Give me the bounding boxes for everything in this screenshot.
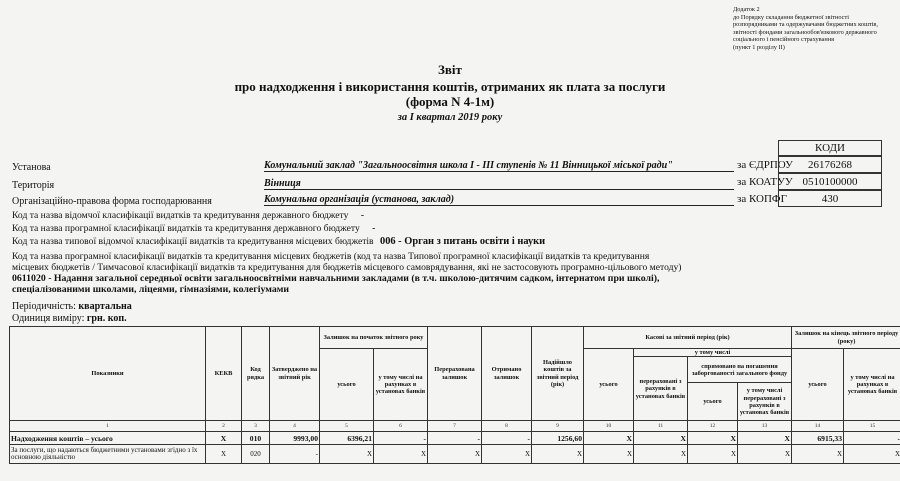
header-row-code: Код рядка [242, 327, 270, 421]
local-program-value-1: 0611020 - Надання загальної середньої освіти загальноосвітніми навчальними закладами (в т.ч. школою-дитячим садком, інтернатом при школі), [12, 273, 660, 284]
header-indicators: Показники [10, 327, 206, 421]
header-start-incl-accounts: у тому числі на рахунках в установах банків [374, 349, 428, 421]
row-cash-accounts: X [634, 445, 688, 464]
col-num: 8 [482, 421, 532, 432]
institution-label: Установа [12, 162, 51, 173]
row-start-total: X [320, 445, 374, 464]
col-num: 10 [584, 421, 634, 432]
dept-class-label: Код та назва відомчої класифікації видатків та кредитування державного бюджету [12, 210, 349, 221]
header-kekv: КЕКВ [206, 327, 242, 421]
unit-label: Одиниця виміру: [12, 313, 85, 324]
col-num: 7 [428, 421, 482, 432]
row-start-accounts: X [374, 445, 428, 464]
form-number: (форма N 4-1м) [405, 94, 495, 109]
row-indicator: За послуги, що надаються бюджетними установами згідно з їх основною діяльністю [10, 445, 206, 464]
col-num: 3 [242, 421, 270, 432]
typical-class-label: Код та назва типової відомчої класифікації видатків та кредитування місцевих бюджетів [12, 236, 374, 247]
row-directed-total: X [688, 445, 738, 464]
table-row [10, 445, 900, 464]
report-subtitle: про надходження і використання коштів, отриманих як плата за послуги [234, 79, 666, 94]
col-num: 9 [532, 421, 584, 432]
row-end-total: 6915,33 [792, 432, 844, 445]
row-directed-accounts: X [738, 432, 792, 445]
row-end-total: X [792, 445, 844, 464]
territory-value: Вінниця [264, 178, 734, 190]
unit-line [12, 313, 127, 324]
org-form-value: Комунальна організація (установа, заклад) [264, 194, 734, 206]
row-approved: 9993,00 [270, 432, 320, 445]
header-cash-directed: спрямовано на погашення заборгованості загального фонду [688, 357, 792, 383]
row-start-accounts: - [374, 432, 428, 445]
row-code: 020 [242, 445, 270, 464]
header-end-total: усього [792, 349, 844, 421]
row-kekv: X [206, 445, 242, 464]
table-row [10, 432, 900, 445]
program-class-label: Код та назва програмної класифікації видатків та кредитування державного бюджету [12, 223, 360, 234]
header-cash-incl: у тому числі [634, 349, 792, 357]
row-cash-total: X [584, 445, 634, 464]
edrpou-code: 26176268 [778, 156, 882, 173]
row-indicator: Надходження коштів – усього [10, 432, 206, 445]
report-title: Звіт [438, 62, 462, 77]
row-received: - [482, 432, 532, 445]
local-program-label-1: Код та назва програмної класифікації видатків та кредитування місцевих бюджетів (код та назва Типової програмної класифікації видатків та кредитування [12, 251, 650, 262]
row-received: X [482, 445, 532, 464]
dept-class-line [12, 210, 364, 221]
row-end-accounts: - [844, 432, 900, 445]
col-num: 2 [206, 421, 242, 432]
col-num: 11 [634, 421, 688, 432]
report-table [9, 326, 900, 464]
kopfg-code: 430 [778, 190, 882, 207]
row-arrived: X [532, 445, 584, 464]
col-num: 5 [320, 421, 374, 432]
koatuu-code: 0510100000 [778, 173, 882, 190]
institution-value: Комунальний заклад "Загальноосвітня школа І - ІІІ ступенів № 11 Вінницької міської ради" [264, 160, 734, 172]
row-kekv: X [206, 432, 242, 445]
column-numbers-row [10, 421, 900, 432]
local-program-value-2: спеціалізованими школами, ліцеями, гімназіями, колегіумами [12, 284, 290, 295]
col-num: 12 [688, 421, 738, 432]
dept-class-value: - [360, 210, 365, 221]
row-transferred: - [428, 432, 482, 445]
header-directed-incl-accounts: у тому числі перераховані з рахунків в установах банків [738, 383, 792, 421]
row-cash-total: X [584, 432, 634, 445]
periodicity-value: квартальна [78, 301, 132, 312]
row-cash-accounts: X [634, 432, 688, 445]
col-num: 4 [270, 421, 320, 432]
header-transferred: Перерахована залишок [428, 327, 482, 421]
row-start-total: 6396,21 [320, 432, 374, 445]
col-num: 6 [374, 421, 428, 432]
annex-note: Додаток 2 до Порядку складання бюджетної звітності розпорядниками та одержувачами бюджетних коштів, звітності фондами загальнообов'язкового державного соціального і пенсійного страхування (пункт 1 розділу II) [733, 6, 878, 51]
kopfg-label: за КОПФГ [737, 193, 787, 205]
col-num: 14 [792, 421, 844, 432]
program-class-value: - [372, 223, 376, 234]
row-directed-total: X [688, 432, 738, 445]
row-arrived: 1256,60 [532, 432, 584, 445]
koatuu-label: за КОАТУУ [737, 176, 793, 188]
header-end-incl-accounts: у тому числі на рахунках в установах банків [844, 349, 900, 421]
row-code: 010 [242, 432, 270, 445]
typical-class-value: 006 - Орган з питань освіти і науки [380, 236, 546, 247]
header-start-balance: Залишок на початок звітного року [320, 327, 428, 349]
row-end-accounts: X [844, 445, 900, 464]
report-period: за І квартал 2019 року [397, 112, 503, 123]
header-start-total: усього [320, 349, 374, 421]
periodicity-label: Періодичність: [12, 301, 76, 312]
territory-label: Територія [12, 180, 55, 191]
unit-value: грн. коп. [86, 313, 127, 324]
codes-header: КОДИ [778, 140, 882, 156]
program-class-line [12, 223, 375, 234]
local-program-label-2: місцевих бюджетів / Тимчасової класифікації видатків та кредитування для бюджетів місцевого самоврядування, які не застосовують програмно-цільового методу) [12, 262, 682, 273]
periodicity-line [12, 301, 132, 312]
col-num: 15 [844, 421, 900, 432]
org-form-label: Організаційно-правова форма господарювання [12, 196, 212, 207]
edrpou-label: за ЄДРПОУ [737, 159, 793, 171]
row-directed-accounts: X [738, 445, 792, 464]
header-approved: Затверджено на звітний рік [270, 327, 320, 421]
header-end-balance: Залишок на кінець звітного періоду (року) [792, 327, 900, 349]
header-received: Отримано залишок [482, 327, 532, 421]
col-num: 1 [10, 421, 206, 432]
col-num: 13 [738, 421, 792, 432]
header-cash-total: усього [584, 349, 634, 421]
header-cash-transferred-accounts: перераховані з рахунків в установах банків [634, 357, 688, 421]
typical-class-line [12, 236, 545, 247]
header-directed-total: усього [688, 383, 738, 421]
header-cash: Касові за звітний період (рік) [584, 327, 792, 349]
header-arrived: Надійшло коштів за звітний період (рік) [532, 327, 584, 421]
row-approved: - [270, 445, 320, 464]
row-transferred: X [428, 445, 482, 464]
